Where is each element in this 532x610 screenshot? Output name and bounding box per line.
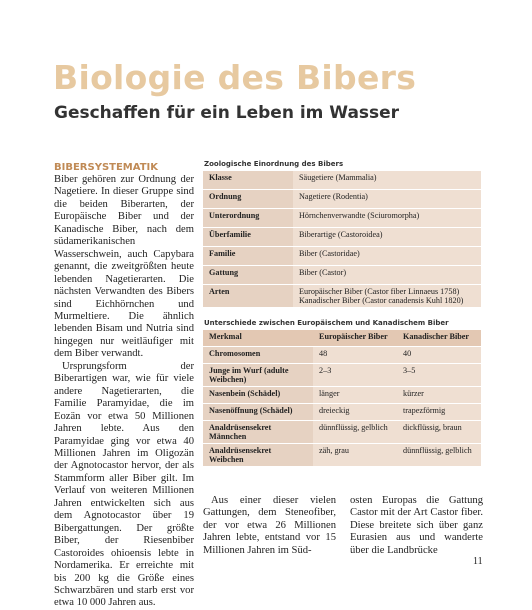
row-key: Unterordnung [203, 209, 293, 228]
row-europe: länger [313, 387, 397, 404]
table-row [203, 347, 481, 364]
comparison-table [203, 330, 481, 467]
row-europe: dünnflüssig, gelblich [313, 421, 397, 444]
row-key: Chromosomen [203, 347, 313, 364]
row-key: Junge im Wurf (adulte Weibchen) [203, 364, 313, 387]
row-canada: kürzer [397, 387, 481, 404]
row-canada: 40 [397, 347, 481, 364]
row-key: Analdrüsensekret Weibchen [203, 444, 313, 467]
row-value: Nagetiere (Rodentia) [293, 190, 481, 209]
table-row [203, 228, 481, 247]
row-europe: zäh, grau [313, 444, 397, 467]
row-canada: trapezförmig [397, 404, 481, 421]
row-europe: 48 [313, 347, 397, 364]
table-row [203, 387, 481, 404]
row-key: Nasenbein (Schädel) [203, 387, 313, 404]
table-row [203, 171, 481, 190]
header-canada: Kanadischer Biber [397, 330, 481, 347]
page-title: Biologie des Bibers [53, 58, 417, 97]
species-europe: Europäischer Biber (Castor fiber Linnaeus 1758) [299, 287, 460, 296]
row-key: Analdrüsensekret Männchen [203, 421, 313, 444]
row-key: Arten [203, 285, 293, 308]
page-number: 11 [473, 556, 483, 567]
row-europe: 2–3 [313, 364, 397, 387]
left-paragraph-2: Ursprungsform der Biberartigen war, wie für viele andere Nagetierarten, die Familie Paramyidae, die im Eozän vor etwa 50 Millionen Jahren lebte. Aus den Paramyidae ging vor etwa 40 Millionen Jahren im Oligozän der Agnotocastor hervor, der als Stammform aller Biber gilt. Im Verlauf von weiteren Millionen Jahren entwickelten sich aus dem Agnotocastor über 19 Bibergattungen. Der größte Biber, der Riesenbiber Castoroides ohioensis lebte in Nordamerika. Er erreichte mit bis 200 kg die Größe eines Schwarzbären und starb erst vor etwa 10 000 Jahren aus. [54, 360, 194, 609]
table-header-row [203, 330, 481, 347]
table-row [203, 209, 481, 228]
bottom-column-1: Aus einer dieser vielen Gattungen, dem Steneofiber, der vor etwa 26 Millionen Jahren lebte, entstand vor 15 Millionen Jahren im Süd- [203, 495, 336, 556]
row-canada: dünnflüssig, gelblich [397, 444, 481, 467]
left-paragraph-1: Biber gehören zur Ordnung der Nagetiere. In dieser Gruppe sind die beiden Biberarten, der Europäische Biber und der Kanadische Biber, nach dem südamerikanischen Wasserschwein, auch Capybara genannt, die zweitgrößten heute lebenden Nagetierarten. Die nächsten Verwandten des Bibers sind Eichhörnchen und Murmeltiere. Die ähnlich lebenden Bisam und Nutria sind hingegen nur weitläufiger mit dem Biber verwandt. [54, 174, 194, 360]
table-row [203, 190, 481, 209]
table-row [203, 364, 481, 387]
header-europe: Europäischer Biber [313, 330, 397, 347]
row-key: Ordnung [203, 190, 293, 209]
row-europe: dreieckig [313, 404, 397, 421]
table1-caption: Zoologische Einordnung des Bibers [204, 160, 344, 168]
row-key: Überfamilie [203, 228, 293, 247]
species-canada: Kanadischer Biber (Castor canadensis Kuhl 1820) [299, 296, 464, 305]
header-merkmal: Merkmal [203, 330, 313, 347]
bottom-column-2: osten Europas die Gattung Castor mit der Art Castor fiber. Diese breitete sich über ganz Eurasien aus und wanderte über die Landbrücke [350, 495, 483, 556]
bottom-columns [203, 495, 483, 557]
table-row [203, 285, 481, 308]
left-column [54, 162, 194, 610]
row-value: Hörnchenverwandte (Sciuromorpha) [293, 209, 481, 228]
row-key: Gattung [203, 266, 293, 285]
row-key: Klasse [203, 171, 293, 190]
table-row [203, 404, 481, 421]
row-canada: dickflüssig, braun [397, 421, 481, 444]
row-value [293, 285, 481, 308]
row-value: Säugetiere (Mammalia) [293, 171, 481, 190]
row-value: Biber (Castoridae) [293, 247, 481, 266]
taxonomy-table [203, 171, 481, 308]
row-canada: 3–5 [397, 364, 481, 387]
page-subtitle: Geschaffen für ein Leben im Wasser [54, 103, 400, 123]
table-row [203, 444, 481, 467]
section-heading: BIBERSYSTEMATIK [54, 162, 158, 173]
table-row [203, 266, 481, 285]
table-row [203, 421, 481, 444]
table2-caption: Unterschiede zwischen Europäischem und Kanadischem Biber [204, 319, 449, 327]
table-row [203, 247, 481, 266]
row-value: Biber (Castor) [293, 266, 481, 285]
row-value: Biberartige (Castoroidea) [293, 228, 481, 247]
row-key: Familie [203, 247, 293, 266]
row-key: Nasenöffnung (Schädel) [203, 404, 313, 421]
